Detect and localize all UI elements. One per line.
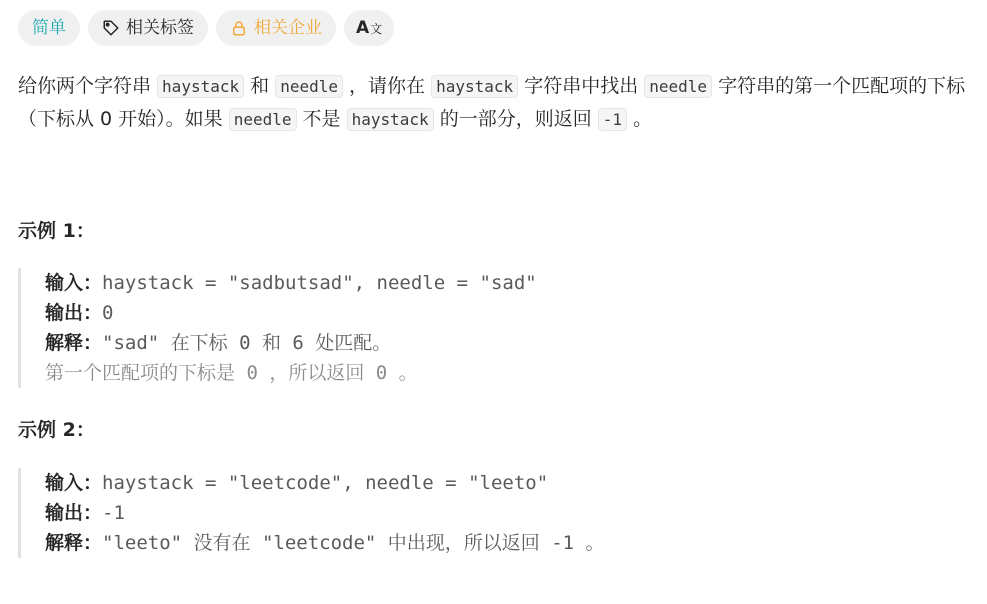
example-input-line: 输入：haystack = "leetcode", needle = "leeto" [45,472,549,494]
code-haystack: haystack [347,108,434,131]
related-companies-button[interactable] [216,10,336,46]
example-2-title: 示例 2： [18,419,95,441]
code-minus-one: -1 [598,108,627,131]
code-needle: needle [275,75,343,98]
code-haystack: haystack [157,75,244,98]
code-needle: needle [644,75,712,98]
difficulty-label: 简单 [32,18,66,38]
code-haystack: haystack [431,75,518,98]
example-input-line: 输入：haystack = "sadbutsad", needle = "sad" [45,272,537,294]
translate-button[interactable] [344,10,394,46]
translate-icon: A文 [356,17,383,38]
example-explain-extra: 第一个匹配项的下标是 0 ，所以返回 0 。 [45,362,418,384]
lock-icon [230,19,248,37]
example-output-line: 输出：-1 [45,502,125,524]
example-explain-line: 解释："leeto" 没有在 "leetcode" 中出现，所以返回 -1 。 [45,532,605,554]
difficulty-badge[interactable] [18,10,80,46]
tag-bar [18,10,394,46]
example-explain-line: 解释："sad" 在下标 0 和 6 处匹配。 [45,332,392,354]
related-tags-label: 相关标签 [126,18,194,38]
example-output-line: 输出：0 [45,302,114,324]
example-2-block [18,468,605,558]
related-tags-button[interactable] [88,10,208,46]
tag-icon [102,19,120,37]
code-needle: needle [229,108,297,131]
related-companies-label: 相关企业 [254,18,322,38]
example-1-title: 示例 1： [18,220,95,242]
description-paragraph: 给你两个字符串 haystack 和 needle ，请你在 haystack 字符串中找出 needle 字符串的第一个匹配项的下标（下标从 0 开始）。如果 needle 不是 haystack 的一部分，则返回 -1 。 [18,75,966,130]
example-1-block [18,268,537,388]
